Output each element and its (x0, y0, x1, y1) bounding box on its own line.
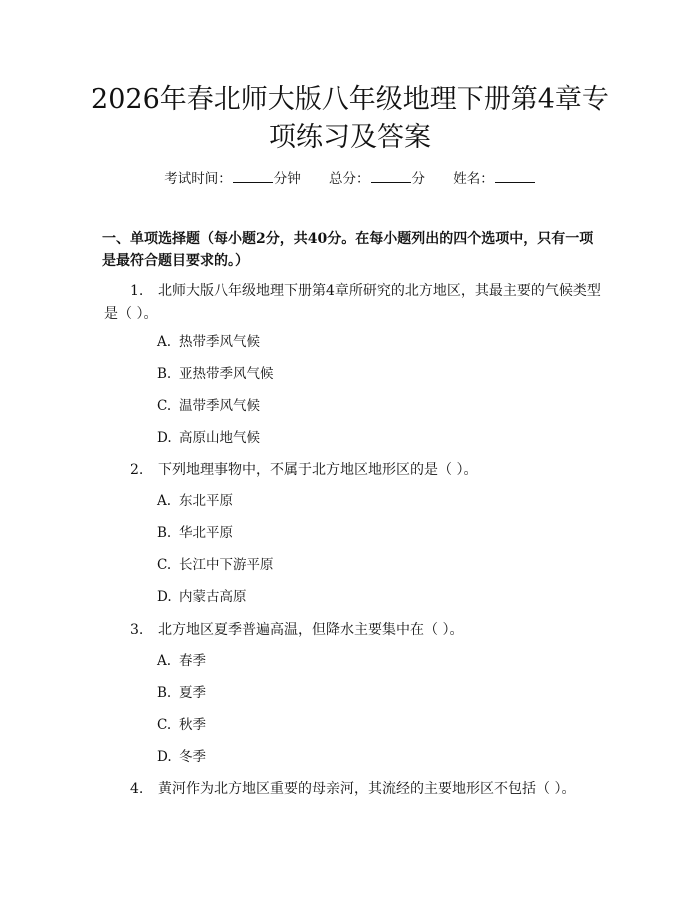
student-name-blank (495, 170, 535, 183)
question-3-option-a (157, 651, 206, 671)
option-letter: C. (157, 717, 172, 733)
question-4-number: 4. (130, 781, 144, 797)
option-text: 夏季 (179, 685, 206, 701)
question-3-option-b (157, 683, 206, 703)
total-score-blank (371, 170, 411, 183)
question-3-option-c (157, 715, 206, 735)
option-text: 秋季 (179, 717, 206, 733)
question-2-option-d (157, 587, 247, 607)
question-1-option-b (157, 364, 274, 384)
question-2-option-c (157, 555, 274, 575)
total-score-label: 总分： (329, 171, 370, 187)
option-letter: C. (157, 557, 172, 573)
option-letter: A. (157, 653, 172, 669)
option-text: 东北平原 (179, 493, 233, 509)
question-1-option-d (157, 428, 260, 448)
question-2-number: 2. (130, 462, 144, 478)
option-letter: C. (157, 398, 172, 414)
question-3 (104, 619, 602, 642)
option-text: 华北平原 (179, 525, 233, 541)
option-text: 亚热带季风气候 (179, 366, 274, 382)
option-letter: D. (157, 430, 172, 446)
question-3-text: 北方地区夏季普遍高温，但降水主要集中在（ ）。 (158, 622, 464, 638)
option-text: 冬季 (179, 749, 206, 765)
exam-time-field (164, 167, 301, 187)
question-1-option-c (157, 396, 260, 416)
question-1-option-a (157, 332, 260, 352)
page-title-line-2: 项练习及答案 (269, 122, 431, 153)
total-score-field (329, 167, 425, 187)
exam-meta-row (0, 167, 700, 187)
student-name-field (453, 167, 536, 187)
option-text: 内蒙古高原 (179, 589, 247, 605)
exam-time-label: 考试时间： (164, 171, 232, 187)
option-text: 高原山地气候 (179, 430, 260, 446)
total-score-unit: 分 (411, 171, 425, 187)
option-text: 长江中下游平原 (179, 557, 274, 573)
student-name-label: 姓名： (453, 171, 494, 187)
question-2 (104, 459, 602, 482)
option-letter: A. (157, 493, 172, 509)
exam-time-blank (233, 170, 273, 183)
option-text: 春季 (179, 653, 206, 669)
question-2-text: 下列地理事物中，不属于北方地区地形区的是（ ）。 (158, 462, 478, 478)
question-3-number: 3. (130, 622, 144, 638)
question-3-option-d (157, 747, 206, 767)
option-text: 温带季风气候 (179, 398, 260, 414)
question-1-text: 北师大版八年级地理下册第4章所研究的北方地区，其最主要的气候类型是（ ）。 (104, 283, 601, 322)
option-letter: A. (157, 334, 172, 350)
question-4-text: 黄河作为北方地区重要的母亲河，其流经的主要地形区不包括（ ）。 (158, 781, 576, 797)
question-2-option-b (157, 523, 233, 543)
question-1 (104, 280, 602, 326)
option-letter: B. (157, 525, 172, 541)
option-letter: B. (157, 685, 172, 701)
option-text: 热带季风气候 (179, 334, 260, 350)
option-letter: D. (157, 749, 172, 765)
question-4 (104, 778, 602, 801)
question-1-number: 1. (130, 283, 144, 299)
exam-time-unit: 分钟 (273, 171, 301, 187)
question-2-option-a (157, 491, 233, 511)
section-heading: 一、单项选择题（每小题2分，共40分。在每小题列出的四个选项中，只有一项是最符合题目要求的。） (102, 231, 594, 269)
option-letter: B. (157, 366, 172, 382)
page-title-line-1: 2026年春北师大版八年级地理下册第4章专 (91, 84, 609, 115)
option-letter: D. (157, 589, 172, 605)
